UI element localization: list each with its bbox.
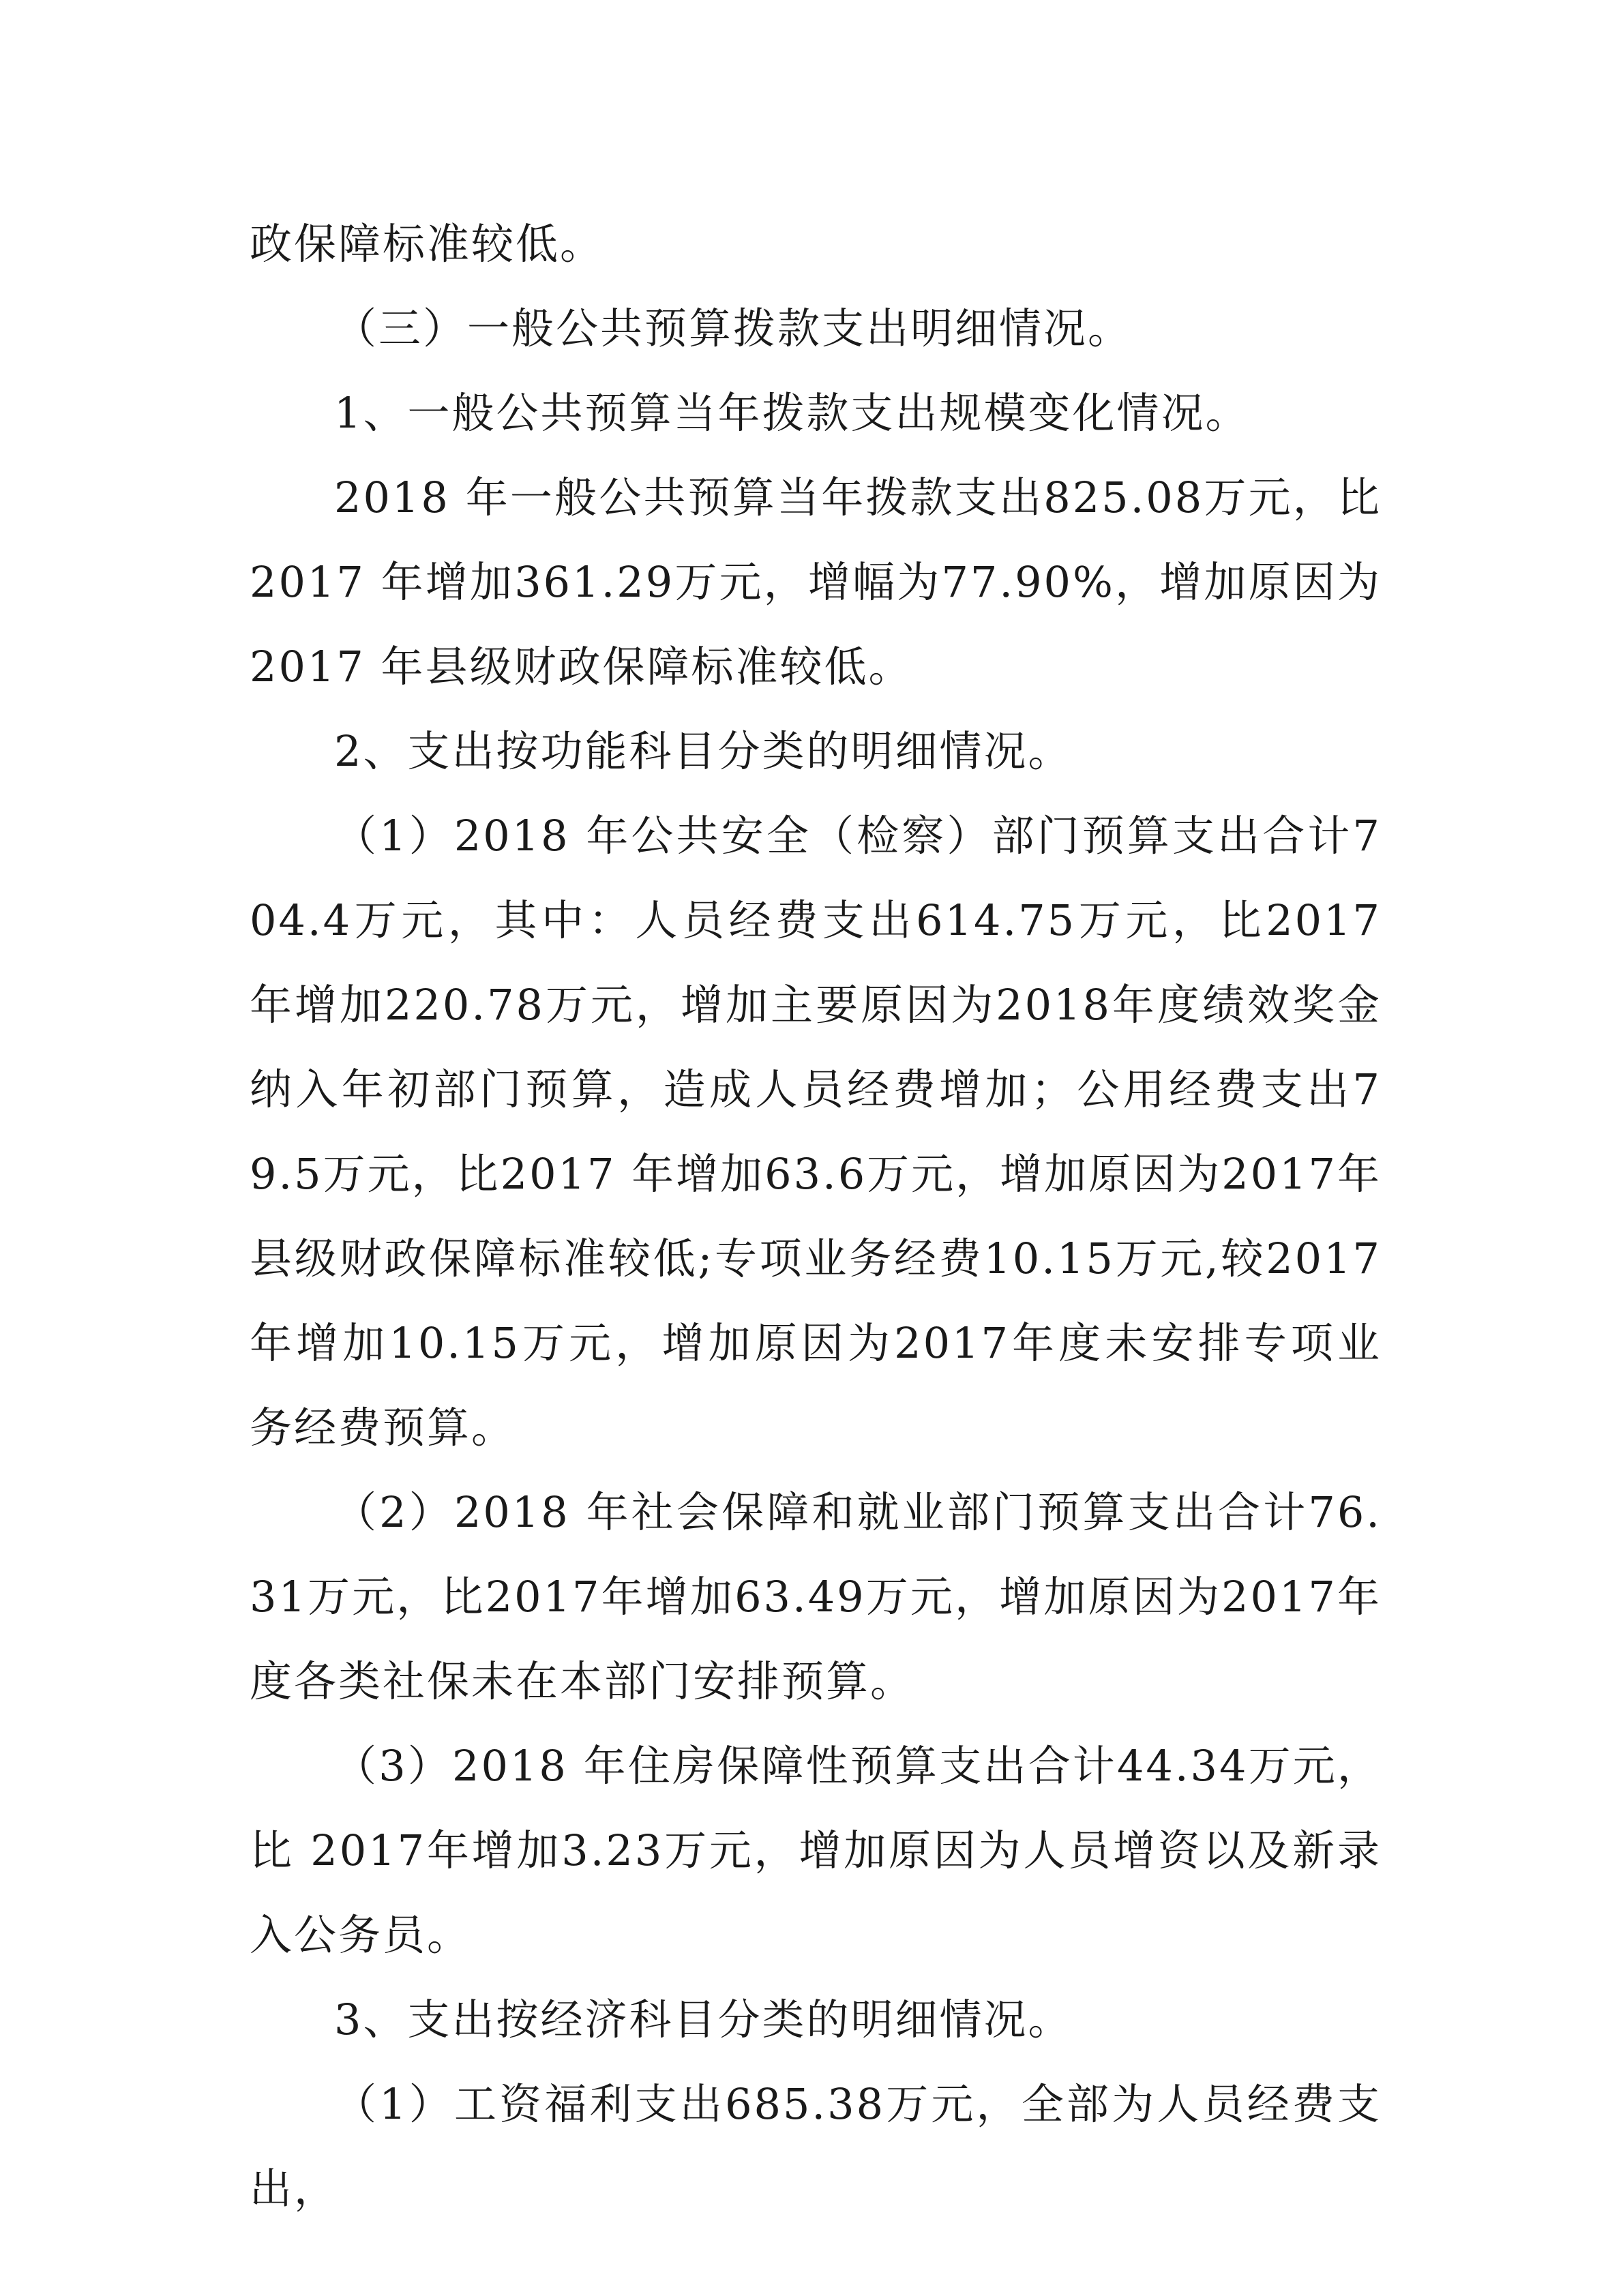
paragraph-public-security: （1）2018 年公共安全（检察）部门预算支出合计704.4万元，其中：人员经费支出614.75万元，比2017 年增加220.78万元，增加主要原因为2018年度绩效奖金纳入年初部门预算，造成人员经费增加；公用经费支出79.5万元，比2017 年增加63.6万元，增加原因为2017年县级财政保障标准较低;专项业务经费10.15万元,较2017年增加10.15万元，增加原因为2017年度未安排专项业务经费预算。: [250, 811, 1382, 1452]
paragraph-housing: （3）2018 年住房保障性预算支出合计44.34万元，比 2017年增加3.23万元，增加原因为人员增资以及新录入公务员。: [250, 1741, 1382, 1960]
paragraph-continuation: 政保障标准较低。: [250, 219, 605, 269]
document-body: [250, 202, 1382, 2231]
paragraph-budget-scale: 2018 年一般公共预算当年拨款支出825.08万元，比 2017 年增加361.29万元，增幅为77.90%，增加原因为2017 年县级财政保障标准较低。: [250, 473, 1382, 691]
section-heading-3: （三）一般公共预算拨款支出明细情况。: [334, 303, 1133, 353]
paragraph-wages: （1）工资福利支出685.38万元，全部为人员经费支出，: [250, 2079, 1382, 2213]
paragraph-social-security: （2）2018 年社会保障和就业部门预算支出合计76.31万元，比2017年增加63.49万元，增加原因为2017年度各类社保未在本部门安排预算。: [250, 1487, 1382, 1706]
subheading-2: 2、支出按功能科目分类的明细情况。: [334, 726, 1073, 776]
subheading-1: 1、一般公共预算当年拨款支出规模变化情况。: [334, 388, 1250, 438]
subheading-3: 3、支出按经济科目分类的明细情况。: [334, 1995, 1073, 2044]
